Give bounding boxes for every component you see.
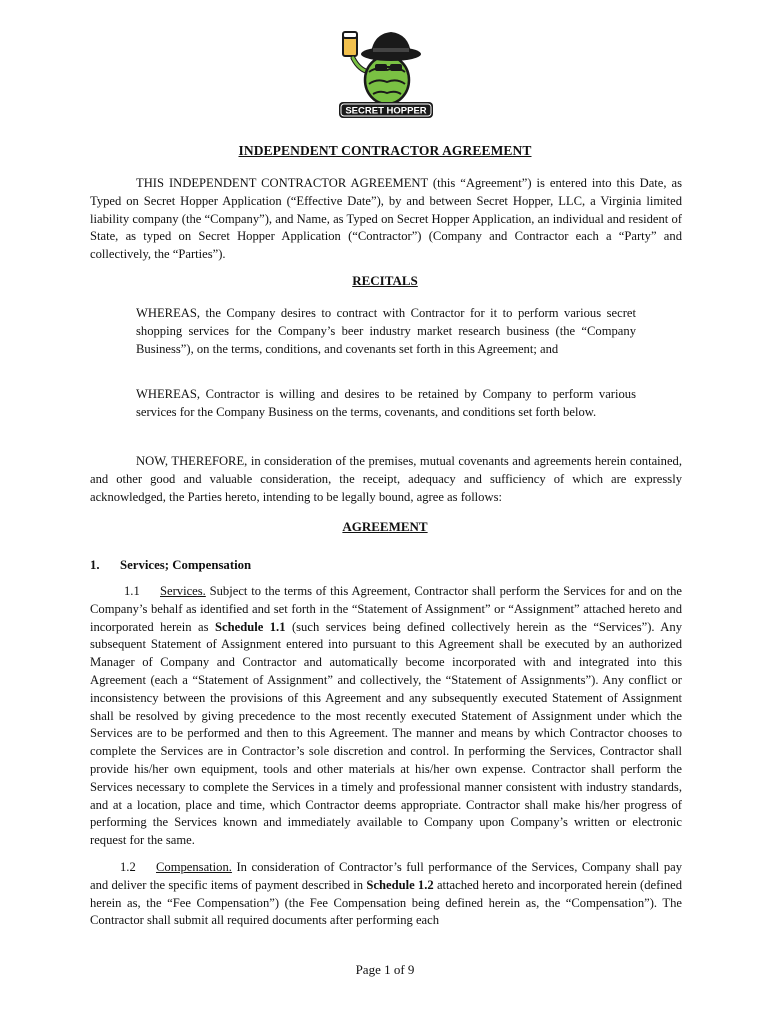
section-title: Services; Compensation <box>120 558 252 572</box>
schedule-reference: Schedule 1.2 <box>366 877 434 892</box>
clause-1-1 <box>90 583 682 850</box>
recitals-heading: RECITALS <box>352 273 418 288</box>
clause-number: 1.2 <box>120 860 136 874</box>
recital-1: WHEREAS, the Company desires to contract with Contractor for it to perform various secret shopping services for the Company’s beer industry market research business (the “Company Business”), on the terms, conditions, and covenants set forth in this Agreement; and <box>136 306 636 356</box>
clause-number: 1.1 <box>124 584 140 598</box>
clause-title: Compensation. <box>156 860 232 874</box>
agreement-heading: AGREEMENT <box>342 519 428 534</box>
section-1-heading <box>90 558 251 573</box>
recital-2: WHEREAS, Contractor is willing and desires to be retained by Company to perform various services for the Company Business on the terms, covenants, and conditions set forth below. <box>136 387 636 419</box>
clause-text-a: Subject to the terms of this Agreement, Contractor shall perform the Services for and on the Company’s behalf as identified and set forth in the “Statement of Assignment” or “Assignment” attached hereto and incorporated herein as <box>90 584 682 634</box>
clause-text-b: attached hereto and incorporated herein (defined herein as, the “Fee Compensation”) (the Fee Compensation being defined herein as, the “Compensation”). The Contractor shall submit all required documents after performing each <box>90 877 683 928</box>
document-title: INDEPENDENT CONTRACTOR AGREEMENT <box>238 143 532 158</box>
now-therefore-paragraph: NOW, THEREFORE, in consideration of the premises, mutual covenants and agreements herein contained, and other good and valuable consideration, the receipt, adequacy and sufficiency of which are expressly acknowledged, the Parties hereto, intending to be legally bound, agree as follows: <box>90 454 682 504</box>
svg-text:SECRET HOPPER: SECRET HOPPER <box>345 105 427 117</box>
hop-mascot-icon <box>325 22 445 122</box>
intro-paragraph: THIS INDEPENDENT CONTRACTOR AGREEMENT (this “Agreement”) is entered into this Date, as Typed on Secret Hopper Application (“Effective Date”), by and between Secret Hopper, LLC, a Virginia limited liability company (the “Company”), and Name, as Typed on Secret Hopper Application, an individual and resident of State, as typed on Secret Hopper Application (“Contractor”) (Company and Contractor each a “Party” and collectively, the “Parties”). <box>90 176 682 262</box>
schedule-reference: Schedule 1.1 <box>215 619 286 634</box>
secret-hopper-logo <box>325 22 445 122</box>
section-number: 1. <box>90 558 100 572</box>
page-number: Page 1 of 9 <box>355 962 415 977</box>
clause-text-b: (such services being defined collectively herein as the “Services”). Any subsequent Statement of Assignment entered into pursuant to this Agreement shall be executed by an authorized Manager of Company and Contractor and automatically become incorporated with and integrated into this Agreement (each a “Statement of Assignment” and collectively, the “Statement of Assignments”). Any conflict or inconsistency between the provisions of this Agreement and any subsequently executed Statement of Assignment shall be resolved by giving precedence to the most recently executed Statement of Assignment under which the Services are to be performed and then to this Agreement. The manner and means by which Contractor chooses to complete the Services are in Contractor’s sole discretion and control. In performing the Services, Contractor shall provide his/her own equipment, tools and other materials at his/her own expense. Contractor shall perform the Services necessary to complete the Services in a timely and professional manner consistent with industry standards, and at a location, place and time, which Contractor deems appropriate. Contractor shall make his/her progress of performing the Services known and immediately available to Company upon Company’s written or electronic request for the same. <box>90 619 682 848</box>
clause-title: Services. <box>160 584 206 598</box>
clause-1-2 <box>90 859 682 930</box>
clause-text-a: In consideration of Contractor’s full performance of the Services, Company shall pay and deliver the specific items of payment described in <box>90 860 682 892</box>
